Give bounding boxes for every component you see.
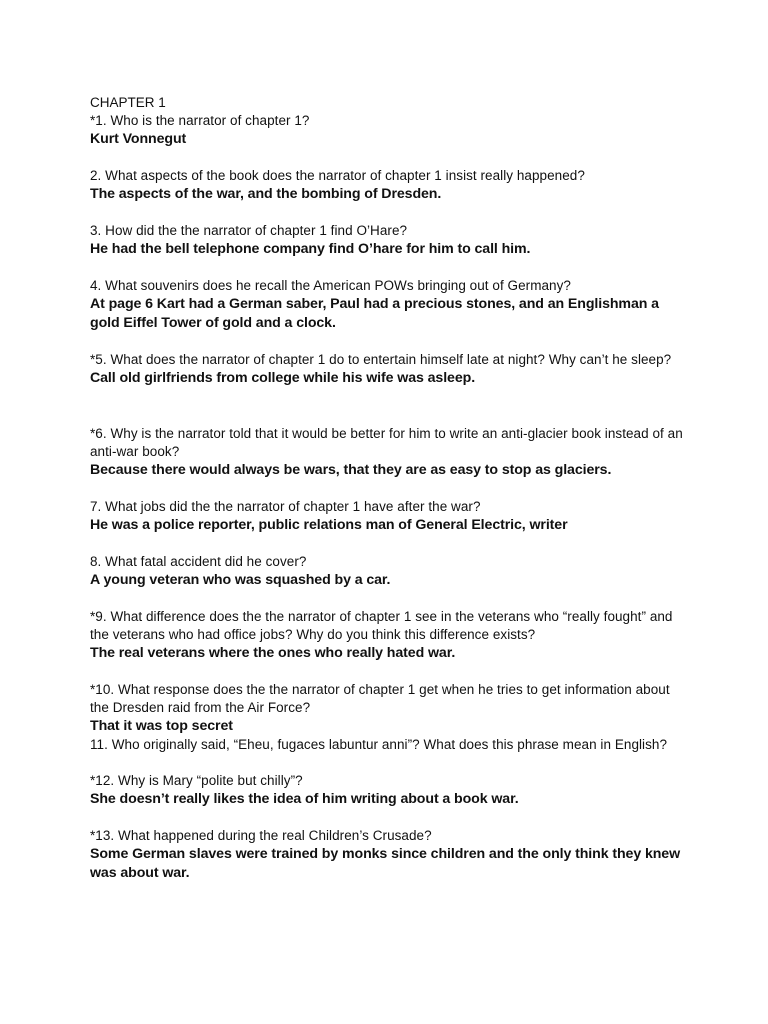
qa-item-9 xyxy=(90,608,690,663)
qa-item-1 xyxy=(90,112,690,149)
qa-item-8 xyxy=(90,553,690,590)
question-5: *5. What does the narrator of chapter 1 do to entertain himself late at night? Why can’t he sleep? xyxy=(90,352,672,367)
question-12: *12. Why is Mary “polite but chilly”? xyxy=(90,773,303,788)
answer-3: He had the bell telephone company find O’hare for him to call him. xyxy=(90,241,531,257)
question-6: *6. Why is the narrator told that it would be better for him to write an anti-glacier book instead of an anti-war book? xyxy=(90,426,683,459)
qa-item-7 xyxy=(90,498,690,535)
qa-item-2 xyxy=(90,167,690,204)
answer-1: Kurt Vonnegut xyxy=(90,131,187,147)
question-1: *1. Who is the narrator of chapter 1? xyxy=(90,113,310,128)
qa-item-5 xyxy=(90,351,690,388)
question-11: 11. Who originally said, “Eheu, fugaces labuntur anni”? What does this phrase mean in English? xyxy=(90,737,668,752)
question-10: *10. What response does the the narrator of chapter 1 get when he tries to get information about the Dresden raid from the Air Force? xyxy=(90,682,670,715)
answer-9: The real veterans where the ones who really hated war. xyxy=(90,645,456,661)
qa-item-6 xyxy=(90,425,690,480)
qa-item-3 xyxy=(90,222,690,259)
qa-item-11 xyxy=(90,736,690,754)
question-7: 7. What jobs did the the narrator of chapter 1 have after the war? xyxy=(90,499,481,514)
answer-7: He was a police reporter, public relations man of General Electric, writer xyxy=(90,517,568,533)
qa-item-4 xyxy=(90,277,690,333)
answer-4: At page 6 Kart had a German saber, Paul had a precious stones, and an Englishman a gold Eiffel Tower of gold and a clock. xyxy=(90,296,659,331)
answer-2: The aspects of the war, and the bombing of Dresden. xyxy=(90,186,442,202)
qa-item-13 xyxy=(90,827,690,883)
qa-item-12 xyxy=(90,772,690,809)
question-4: 4. What souvenirs does he recall the American POWs bringing out of Germany? xyxy=(90,278,571,293)
answer-10: That it was top secret xyxy=(90,718,233,734)
answer-8: A young veteran who was squashed by a car. xyxy=(90,572,391,588)
qa-item-10 xyxy=(90,681,690,736)
chapter-heading: CHAPTER 1 xyxy=(90,95,166,110)
answer-12: She doesn’t really likes the idea of him writing about a book war. xyxy=(90,791,519,807)
question-13: *13. What happened during the real Children’s Crusade? xyxy=(90,828,432,843)
question-2: 2. What aspects of the book does the narrator of chapter 1 insist really happened? xyxy=(90,168,585,183)
question-8: 8. What fatal accident did he cover? xyxy=(90,554,307,569)
answer-5: Call old girlfriends from college while his wife was asleep. xyxy=(90,370,476,386)
question-3: 3. How did the the narrator of chapter 1 find O’Hare? xyxy=(90,223,408,238)
answer-13: Some German slaves were trained by monks since children and the only think they knew was about war. xyxy=(90,846,681,881)
question-9: *9. What difference does the the narrator of chapter 1 see in the veterans who “really fought” and the veterans who had office jobs? Why do you think this difference exists? xyxy=(90,609,673,642)
answer-6: Because there would always be wars, that they are as easy to stop as glaciers. xyxy=(90,462,612,478)
document-page xyxy=(90,93,690,883)
